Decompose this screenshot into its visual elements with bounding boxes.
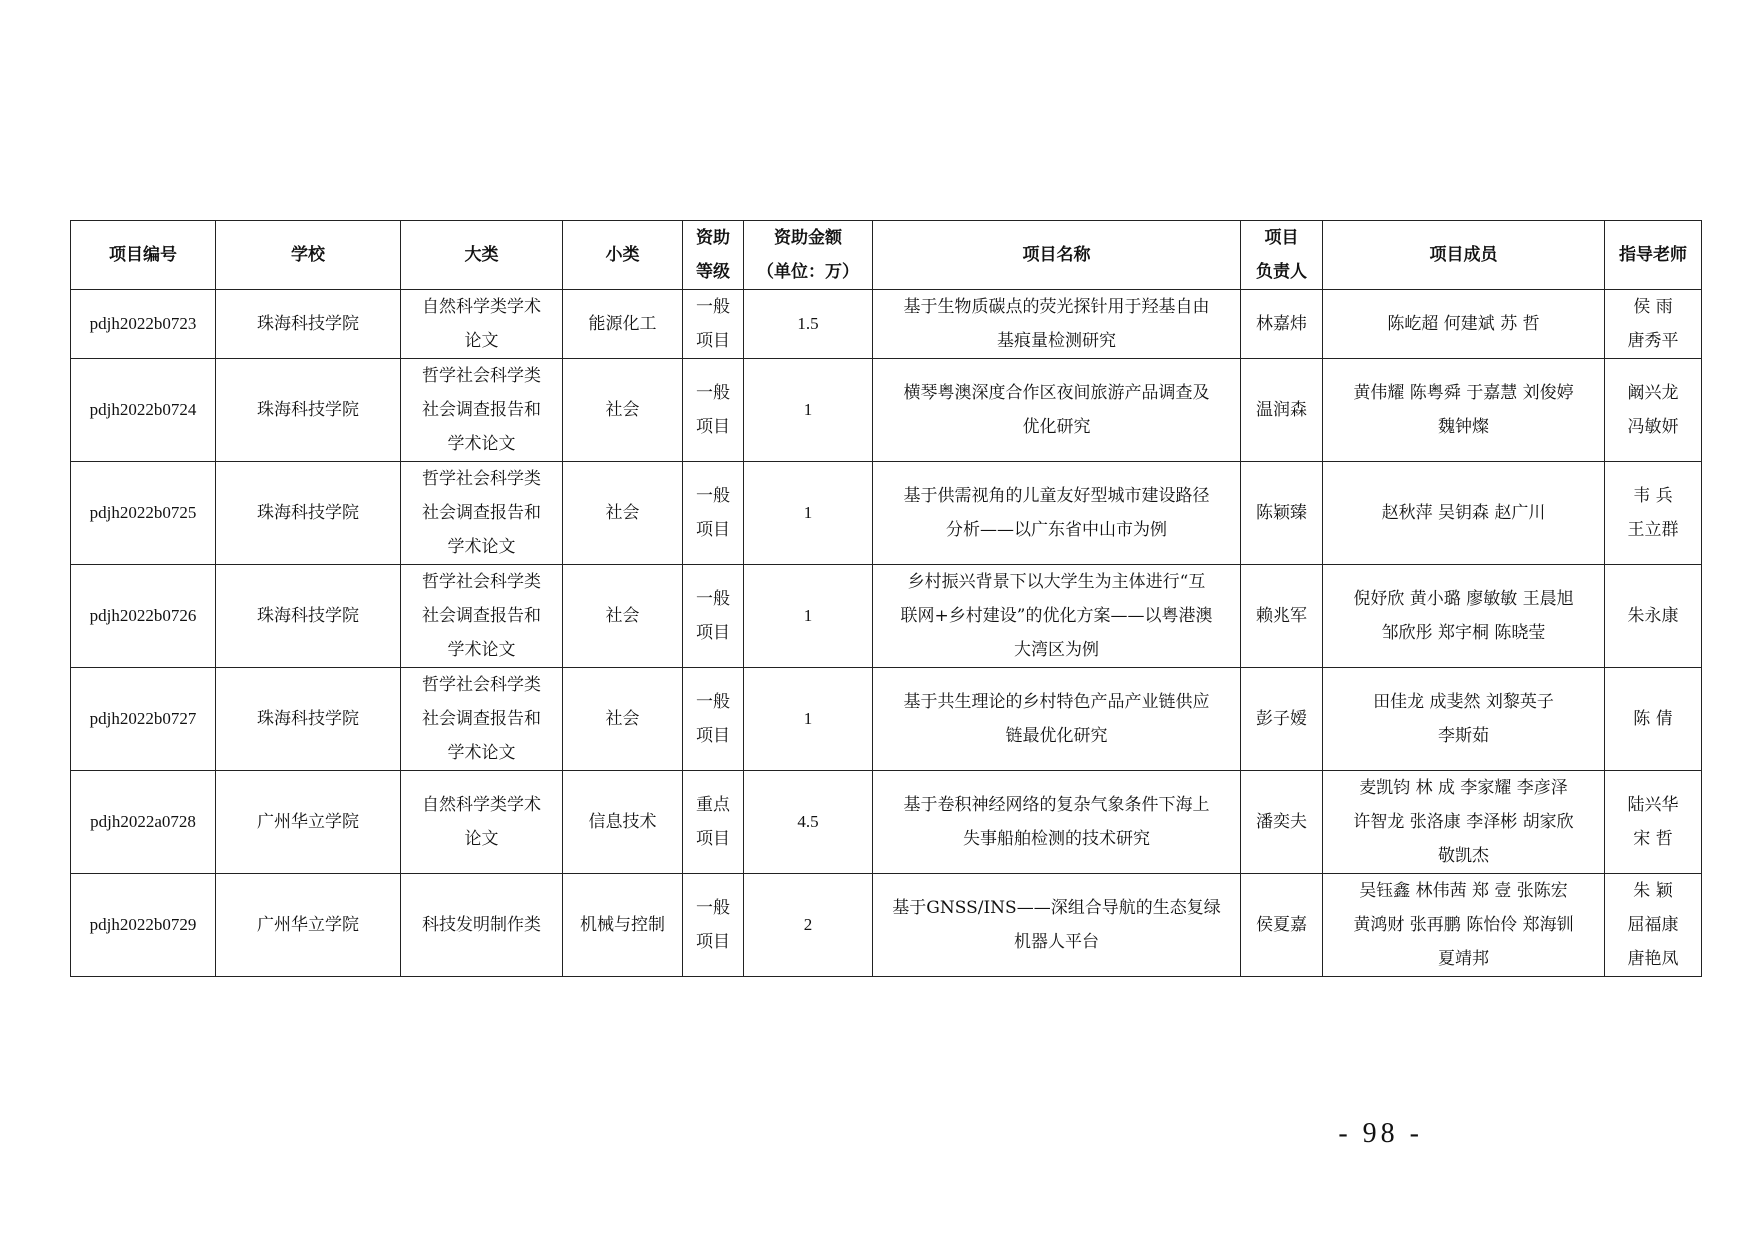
cell-line: 社会调查报告和: [422, 709, 541, 729]
cell-category: [401, 668, 563, 771]
cell-line: 论文: [464, 331, 499, 351]
cell-line: 失事船舶检测的技术研究: [963, 829, 1150, 849]
cell-id: [71, 874, 216, 977]
cell-line: pdjh2022b0729: [89, 915, 197, 934]
cell-line: 大湾区为例: [1014, 640, 1099, 660]
cell-line: 联网+乡村建设”的优化方案——以粤港澳: [900, 606, 1213, 626]
cell-advisor: [1605, 565, 1702, 668]
cell-id: [71, 771, 216, 874]
cell-line: 链最优化研究: [1005, 726, 1108, 746]
cell-leader: [1241, 874, 1323, 977]
cell-members: [1323, 668, 1605, 771]
cell-level: [683, 290, 744, 359]
cell-line: 林嘉炜: [1256, 314, 1307, 334]
cell-line: 吴钰鑫 林伟茜 郑 壹 张陈宏: [1359, 881, 1568, 901]
cell-name: [873, 565, 1241, 668]
cell-line: 1: [803, 709, 813, 728]
cell-line: 陈颖臻: [1256, 503, 1307, 523]
cell-line: 一般: [696, 383, 730, 403]
cell-line: 温润森: [1256, 400, 1307, 420]
cell-members: [1323, 874, 1605, 977]
cell-line: 李斯茹: [1438, 726, 1489, 746]
cell-line: （单位：万）: [757, 262, 859, 282]
cell-subcategory: [563, 290, 683, 359]
cell-line: 社会调查报告和: [422, 400, 541, 420]
cell-line: pdjh2022a0728: [90, 812, 196, 831]
cell-line: 学术论文: [447, 434, 516, 454]
cell-advisor: [1605, 668, 1702, 771]
cell-line: 邹欣彤 郑宇桐 陈晓莹: [1381, 623, 1546, 643]
cell-subcategory: [563, 874, 683, 977]
cell-line: 1: [803, 503, 813, 522]
cell-id: [71, 290, 216, 359]
table-row: [71, 771, 1702, 874]
cell-line: 唐艳凤: [1627, 949, 1679, 969]
cell-line: 社会调查报告和: [422, 503, 541, 523]
cell-line: pdjh2022b0726: [89, 606, 197, 625]
table-row: [71, 359, 1702, 462]
cell-line: 基于生物质碳点的荧光探针用于羟基自由: [903, 297, 1210, 317]
cell-line: 陆兴华: [1627, 795, 1679, 815]
cell-line: 广州华立学院: [257, 812, 359, 832]
cell-line: 社会: [605, 709, 640, 729]
cell-line: pdjh2022b0725: [89, 503, 197, 522]
cell-line: 侯 雨: [1633, 297, 1673, 317]
cell-line: 哲学社会科学类: [422, 572, 541, 592]
cell-line: 自然科学类学术: [422, 795, 541, 815]
cell-line: 资助金额: [774, 228, 842, 248]
cell-line: 学校: [291, 245, 325, 265]
table-row: [71, 565, 1702, 668]
funding-table: [70, 220, 1702, 977]
cell-line: 屈福康: [1627, 915, 1679, 935]
cell-advisor: [1605, 874, 1702, 977]
cell-line: 分析——以广东省中山市为例: [946, 520, 1167, 540]
cell-line: 珠海科技学院: [257, 606, 359, 626]
table-row: [71, 290, 1702, 359]
cell-line: 韦 兵: [1633, 486, 1673, 506]
cell-amount: [744, 874, 873, 977]
cell-line: 社会: [605, 503, 640, 523]
cell-line: 赵秋萍 吴钥森 赵广川: [1381, 503, 1546, 523]
cell-line: 珠海科技学院: [257, 503, 359, 523]
cell-school: [216, 771, 401, 874]
cell-line: 1: [803, 400, 813, 419]
cell-line: 田佳龙 成斐然 刘黎英子: [1373, 692, 1554, 712]
cell-line: 能源化工: [588, 314, 657, 334]
cell-leader: [1241, 668, 1323, 771]
cell-category: [401, 565, 563, 668]
column-header-name: [873, 221, 1241, 290]
cell-amount: [744, 565, 873, 668]
cell-amount: [744, 668, 873, 771]
cell-amount: [744, 462, 873, 565]
cell-line: 一般: [696, 589, 730, 609]
cell-line: 一般: [696, 486, 730, 506]
cell-line: 夏靖邦: [1438, 949, 1489, 969]
cell-line: 资助: [696, 228, 730, 248]
cell-line: 学术论文: [447, 743, 516, 763]
table-body: [71, 290, 1702, 977]
cell-amount: [744, 359, 873, 462]
cell-line: pdjh2022b0723: [89, 314, 197, 333]
cell-advisor: [1605, 290, 1702, 359]
cell-line: 基于GNSS/INS——深组合导航的生态复绿: [892, 898, 1221, 918]
cell-line: 珠海科技学院: [257, 709, 359, 729]
cell-line: 陈屹超 何建斌 苏 哲: [1387, 314, 1540, 334]
cell-line: 项目编号: [109, 245, 177, 265]
cell-line: 麦凯钧 林 成 李家耀 李彦泽: [1359, 778, 1568, 798]
cell-advisor: [1605, 771, 1702, 874]
cell-line: 1.5: [797, 314, 819, 333]
header-row: [71, 221, 1702, 290]
cell-line: 项目成员: [1429, 245, 1498, 265]
cell-line: 项目: [696, 932, 730, 952]
cell-level: [683, 359, 744, 462]
cell-line: pdjh2022b0727: [89, 709, 197, 728]
cell-school: [216, 874, 401, 977]
cell-line: 项目: [696, 520, 730, 540]
cell-subcategory: [563, 668, 683, 771]
cell-line: 阚兴龙: [1627, 383, 1679, 403]
cell-leader: [1241, 565, 1323, 668]
cell-line: 负责人: [1256, 262, 1307, 282]
cell-category: [401, 359, 563, 462]
cell-line: 项目: [696, 623, 730, 643]
column-header-subcategory: [563, 221, 683, 290]
cell-leader: [1241, 462, 1323, 565]
cell-line: 基痕量检测研究: [997, 331, 1116, 351]
page-number: - 98 -: [1338, 1118, 1423, 1149]
cell-line: 项目: [696, 417, 730, 437]
cell-line: 冯敏妍: [1627, 417, 1679, 437]
cell-name: [873, 359, 1241, 462]
cell-line: 机器人平台: [1014, 932, 1099, 952]
cell-leader: [1241, 771, 1323, 874]
cell-line: 项目名称: [1022, 245, 1091, 265]
cell-line: 自然科学类学术: [422, 297, 541, 317]
cell-school: [216, 359, 401, 462]
column-header-amount: [744, 221, 873, 290]
cell-name: [873, 874, 1241, 977]
cell-school: [216, 565, 401, 668]
cell-line: 黄鸿财 张再鹏 陈怡伶 郑海钏: [1353, 915, 1574, 935]
cell-line: 社会调查报告和: [422, 606, 541, 626]
cell-line: 乡村振兴背景下以大学生为主体进行“互: [907, 572, 1206, 592]
cell-name: [873, 771, 1241, 874]
cell-line: 科技发明制作类: [422, 915, 541, 935]
cell-subcategory: [563, 771, 683, 874]
cell-name: [873, 668, 1241, 771]
cell-line: 倪妤欣 黄小璐 廖敏敏 王晨旭: [1353, 589, 1574, 609]
cell-line: 指导老师: [1619, 245, 1687, 265]
cell-category: [401, 462, 563, 565]
cell-id: [71, 462, 216, 565]
cell-level: [683, 874, 744, 977]
cell-line: 彭子嫒: [1256, 709, 1307, 729]
cell-line: 一般: [696, 898, 730, 918]
cell-id: [71, 359, 216, 462]
cell-line: 珠海科技学院: [257, 314, 359, 334]
table-row: [71, 874, 1702, 977]
cell-line: 社会: [605, 606, 640, 626]
cell-line: pdjh2022b0724: [89, 400, 197, 419]
column-header-category: [401, 221, 563, 290]
column-header-advisor: [1605, 221, 1702, 290]
cell-subcategory: [563, 565, 683, 668]
cell-members: [1323, 290, 1605, 359]
cell-line: 项目: [1264, 228, 1299, 248]
cell-level: [683, 771, 744, 874]
cell-level: [683, 462, 744, 565]
cell-line: 哲学社会科学类: [422, 469, 541, 489]
cell-line: 1: [803, 606, 813, 625]
cell-line: 一般: [696, 297, 730, 317]
column-header-members: [1323, 221, 1605, 290]
cell-school: [216, 290, 401, 359]
cell-line: 项目: [696, 726, 730, 746]
cell-members: [1323, 359, 1605, 462]
cell-members: [1323, 462, 1605, 565]
cell-line: 宋 哲: [1633, 829, 1673, 849]
cell-line: 潘奕夫: [1256, 812, 1307, 832]
cell-line: 王立群: [1627, 520, 1679, 540]
cell-line: 哲学社会科学类: [422, 366, 541, 386]
cell-category: [401, 874, 563, 977]
cell-line: 小类: [605, 245, 640, 265]
cell-category: [401, 771, 563, 874]
cell-line: 许智龙 张洛康 李泽彬 胡家欣: [1353, 812, 1574, 832]
cell-subcategory: [563, 462, 683, 565]
cell-line: 广州华立学院: [257, 915, 359, 935]
cell-advisor: [1605, 462, 1702, 565]
cell-line: 论文: [464, 829, 499, 849]
cell-leader: [1241, 359, 1323, 462]
table-row: [71, 462, 1702, 565]
cell-line: 社会: [605, 400, 640, 420]
cell-line: 4.5: [797, 812, 819, 831]
cell-line: 基于卷积神经网络的复杂气象条件下海上: [903, 795, 1210, 815]
cell-line: 哲学社会科学类: [422, 675, 541, 695]
cell-line: 大类: [464, 245, 499, 265]
cell-level: [683, 565, 744, 668]
cell-id: [71, 565, 216, 668]
cell-line: 敬凯杰: [1438, 846, 1489, 866]
cell-advisor: [1605, 359, 1702, 462]
cell-line: 朱 颖: [1633, 881, 1673, 901]
cell-name: [873, 290, 1241, 359]
cell-line: 2: [803, 915, 813, 934]
cell-line: 陈 倩: [1633, 709, 1673, 729]
cell-line: 学术论文: [447, 640, 516, 660]
cell-line: 基于供需视角的儿童友好型城市建设路径: [903, 486, 1210, 506]
cell-school: [216, 462, 401, 565]
table-row: [71, 668, 1702, 771]
cell-name: [873, 462, 1241, 565]
cell-line: 黄伟耀 陈粤舜 于嘉慧 刘俊婷: [1353, 383, 1574, 403]
cell-line: 机械与控制: [580, 915, 665, 935]
cell-line: 重点: [696, 795, 730, 815]
cell-line: 学术论文: [447, 537, 516, 557]
cell-subcategory: [563, 359, 683, 462]
cell-line: 等级: [696, 262, 730, 282]
cell-line: 赖兆军: [1256, 606, 1307, 626]
cell-line: 侯夏嘉: [1256, 915, 1307, 935]
cell-line: 项目: [696, 829, 730, 849]
cell-members: [1323, 565, 1605, 668]
cell-id: [71, 668, 216, 771]
cell-school: [216, 668, 401, 771]
cell-line: 珠海科技学院: [257, 400, 359, 420]
column-header-level: [683, 221, 744, 290]
column-header-school: [216, 221, 401, 290]
cell-line: 基于共生理论的乡村特色产品产业链供应: [903, 692, 1210, 712]
cell-line: 唐秀平: [1627, 331, 1679, 351]
cell-line: 魏钟燦: [1438, 417, 1489, 437]
cell-level: [683, 668, 744, 771]
cell-amount: [744, 290, 873, 359]
cell-line: 横琴粤澳深度合作区夜间旅游产品调查及: [903, 383, 1210, 403]
cell-line: 朱永康: [1627, 606, 1679, 626]
cell-line: 一般: [696, 692, 730, 712]
cell-members: [1323, 771, 1605, 874]
cell-line: 项目: [696, 331, 730, 351]
column-header-leader: [1241, 221, 1323, 290]
cell-category: [401, 290, 563, 359]
column-header-id: [71, 221, 216, 290]
cell-amount: [744, 771, 873, 874]
cell-leader: [1241, 290, 1323, 359]
cell-line: 优化研究: [1022, 417, 1091, 437]
cell-line: 信息技术: [588, 812, 657, 832]
